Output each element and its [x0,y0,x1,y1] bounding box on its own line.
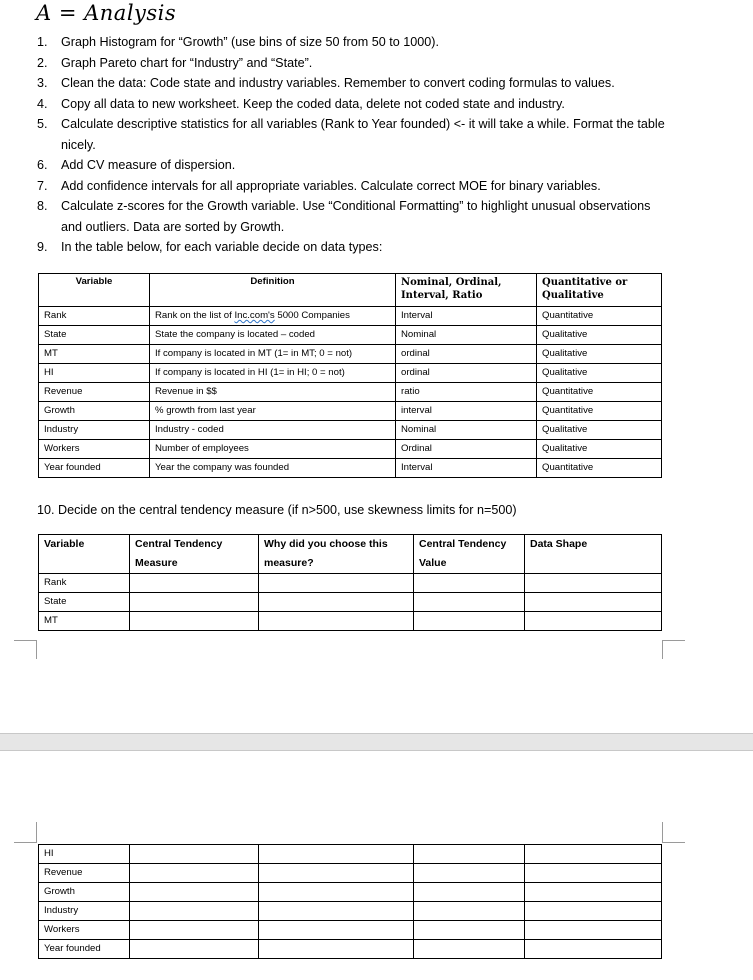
definition-text: Revenue in $$ [155,386,217,397]
cell-definition [150,326,396,345]
cell-why[interactable] [259,845,414,864]
cell-data-shape[interactable] [525,845,662,864]
cell-type: Qualitative [537,364,662,383]
cell-why[interactable] [259,883,414,902]
cell-ct-value[interactable] [414,864,525,883]
crop-mark [14,640,37,659]
cell-data-shape[interactable] [525,593,662,612]
instruction-number: 5. [37,117,48,131]
table-row [39,845,662,864]
definition-text: 5000 Companies [274,310,350,321]
instruction-text: In the table below, for each variable decide on data types: [61,240,383,254]
cell-variable: HI [39,364,150,383]
cell-variable: Industry [39,902,130,921]
definition-text: % growth from last year [155,405,256,416]
crop-mark [662,822,685,843]
table-row [39,864,662,883]
header-quant-qual: Quantitative or Qualitative [537,274,662,307]
table-row [39,593,662,612]
cell-why[interactable] [259,612,414,631]
instruction-number: 9. [37,240,48,254]
instruction-text: Calculate descriptive statistics for all variables (Rank to Year founded) <- it will take a while. Format the table nicely. [61,117,665,152]
cell-type: Quantitative [537,307,662,326]
cell-variable: Revenue [39,383,150,402]
instruction-item [0,196,753,237]
instruction-text: Clean the data: Code state and industry variables. Remember to convert coding formulas to values. [61,76,615,90]
cell-ct-measure[interactable] [130,612,259,631]
instruction-number: 7. [37,178,48,193]
instruction-number: 4. [37,96,48,111]
cell-definition [150,307,396,326]
cell-data-shape[interactable] [525,612,662,631]
crop-mark [14,822,37,843]
cell-data-shape[interactable] [525,883,662,902]
definition-text: Number of employees [155,443,249,454]
header-ct-measure: Central Tendency Measure [130,535,259,574]
table-row [39,612,662,631]
header-data-shape: Data Shape [525,535,662,574]
instruction-item [0,32,753,53]
cell-scale: ratio [396,383,537,402]
header-why: Why did you choose this measure? [259,535,414,574]
cell-ct-measure[interactable] [130,940,259,959]
header-variable: Variable [39,535,130,574]
page-title: A = Analysis [36,1,177,25]
instruction-number: 1. [37,35,48,49]
header-scale: Nominal, Ordinal, Interval, Ratio [396,274,537,307]
cell-ct-value[interactable] [414,612,525,631]
table-row [39,940,662,959]
cell-variable: Year founded [39,940,130,959]
table-row [39,459,662,478]
central-tendency-table [38,534,662,631]
header-variable: Variable [39,274,150,307]
cell-variable: Workers [39,440,150,459]
cell-variable: Industry [39,421,150,440]
instructions-list [0,32,753,258]
page-break [0,733,753,751]
definition-text: If company is located in MT (1= in MT; 0 = not) [155,348,353,359]
cell-variable: MT [39,612,130,631]
cell-ct-measure[interactable] [130,845,259,864]
table-row [39,921,662,940]
instruction-number: 8. [37,199,48,213]
cell-ct-measure[interactable] [130,921,259,940]
instruction-text: Copy all data to new worksheet. Keep the coded data, delete not coded state and industry. [61,96,565,111]
cell-variable: Growth [39,402,150,421]
cell-data-shape[interactable] [525,864,662,883]
instruction-item [0,176,753,197]
instruction-item [0,94,753,115]
instruction-item [0,155,753,176]
cell-type: Quantitative [537,459,662,478]
cell-definition [150,383,396,402]
definition-text: State the company is located – coded [155,329,315,340]
instruction-text: Graph Histogram for “Growth” (use bins of size 50 from 50 to 1000). [61,35,439,49]
instruction-number: 2. [37,55,48,70]
cell-scale: interval [396,402,537,421]
cell-data-shape[interactable] [525,574,662,593]
cell-why[interactable] [259,921,414,940]
table-header-row [39,535,662,574]
cell-variable: Year founded [39,459,150,478]
table-header-row [39,274,662,307]
instruction-item [0,53,753,74]
question-10: 10. Decide on the central tendency measure (if n>500, use skewness limits for n=500) [37,503,517,517]
cell-type: Qualitative [537,345,662,364]
definition-text: If company is located in HI (1= in HI; 0 = not) [155,367,345,378]
cell-definition [150,345,396,364]
crop-mark [662,640,685,659]
cell-ct-value[interactable] [414,883,525,902]
cell-variable: Rank [39,574,130,593]
cell-scale: Nominal [396,326,537,345]
cell-ct-value[interactable] [414,574,525,593]
cell-ct-measure[interactable] [130,902,259,921]
table-row [39,345,662,364]
cell-definition [150,440,396,459]
cell-variable: State [39,326,150,345]
cell-variable: Rank [39,307,150,326]
cell-ct-value[interactable] [414,902,525,921]
cell-data-shape[interactable] [525,940,662,959]
cell-scale: Ordinal [396,440,537,459]
table-row [39,440,662,459]
cell-ct-measure[interactable] [130,883,259,902]
instruction-text: Calculate z-scores for the Growth variable. Use “Conditional Formatting” to highlight unusual observations and outliers. Data are sorted by Growth. [61,199,651,234]
table-row [39,326,662,345]
table-row [39,402,662,421]
header-ct-value: Central Tendency Value [414,535,525,574]
cell-scale: Interval [396,307,537,326]
cell-data-shape[interactable] [525,902,662,921]
cell-definition [150,421,396,440]
cell-definition [150,364,396,383]
table-row [39,307,662,326]
data-types-table [38,273,662,478]
cell-type: Quantitative [537,402,662,421]
cell-why[interactable] [259,574,414,593]
cell-type: Qualitative [537,440,662,459]
instruction-item [0,73,753,94]
definition-text: Rank on the list of [155,310,235,321]
instruction-item [0,114,753,155]
cell-variable: Growth [39,883,130,902]
cell-scale: ordinal [396,345,537,364]
instruction-item [0,237,753,258]
cell-variable: HI [39,845,130,864]
cell-data-shape[interactable] [525,921,662,940]
table-row [39,383,662,402]
instruction-text: Graph Pareto chart for “Industry” and “State”. [61,55,313,70]
definition-text: Year the company was founded [155,462,290,473]
cell-variable: Workers [39,921,130,940]
cell-scale: Nominal [396,421,537,440]
cell-why[interactable] [259,940,414,959]
table-row [39,364,662,383]
cell-ct-value[interactable] [414,921,525,940]
table-row [39,574,662,593]
cell-variable: State [39,593,130,612]
cell-ct-measure[interactable] [130,593,259,612]
cell-definition [150,459,396,478]
definition-text: Industry - coded [155,424,224,435]
cell-variable: Revenue [39,864,130,883]
table-row [39,902,662,921]
cell-why[interactable] [259,593,414,612]
cell-variable: MT [39,345,150,364]
cell-type: Qualitative [537,421,662,440]
table-row [39,421,662,440]
cell-why[interactable] [259,864,414,883]
instruction-text: Add confidence intervals for all appropriate variables. Calculate correct MOE for binary variables. [61,178,601,193]
cell-ct-value[interactable] [414,940,525,959]
cell-scale: Interval [396,459,537,478]
cell-type: Qualitative [537,326,662,345]
definition-link-text: Inc.com's [234,310,275,321]
central-tendency-table-continued [38,844,662,959]
cell-definition [150,402,396,421]
cell-ct-value[interactable] [414,845,525,864]
header-definition: Definition [150,274,396,307]
instruction-number: 3. [37,76,48,90]
instruction-number: 6. [37,158,48,172]
table-row [39,883,662,902]
cell-ct-value[interactable] [414,593,525,612]
cell-scale: ordinal [396,364,537,383]
cell-ct-measure[interactable] [130,574,259,593]
cell-why[interactable] [259,902,414,921]
instruction-text: Add CV measure of dispersion. [61,158,236,172]
cell-ct-measure[interactable] [130,864,259,883]
cell-type: Quantitative [537,383,662,402]
